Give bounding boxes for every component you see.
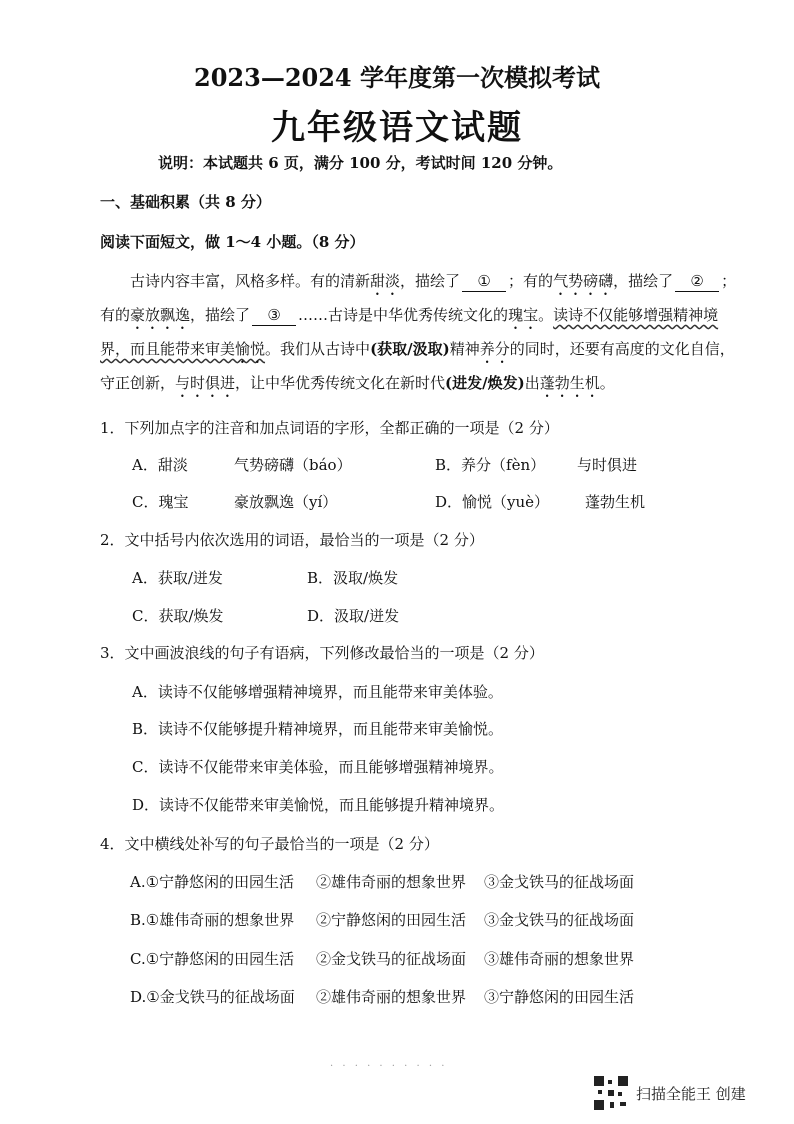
text: 有的 — [100, 306, 131, 324]
exam-note: 说明：本试题共 6 页，满分 100 分，考试时间 120 分钟。 — [158, 154, 563, 172]
text: ；有的 — [508, 272, 554, 290]
q1-option-d-detail: 蓬勃生机 — [585, 493, 646, 511]
text: 精神 — [449, 340, 480, 358]
exam-title: 2023—2024 学年度第一次模拟考试 — [194, 63, 600, 92]
question-2-stem: 2．文中括号内依次选用的词语，最恰当的一项是（2 分） — [100, 531, 484, 549]
q4-option-d-3: ③宁静悠闲的田园生活 — [484, 988, 635, 1006]
text: 守正创新， — [100, 374, 176, 392]
q4-option-a-1: A.①宁静悠闲的田园生活 — [130, 873, 295, 891]
q1-option-a-detail: 气势磅礴（báo） — [234, 456, 352, 474]
text: ……古诗是中华优秀传统文化的 — [298, 306, 509, 324]
q4-option-a-2: ②雄伟奇丽的想象世界 — [316, 873, 467, 891]
q1-option-b: B．养分（fèn） — [435, 456, 546, 474]
passage-line-2 — [100, 298, 750, 332]
q3-option-b: B．读诗不仅能够提升精神境界，而且能带来审美愉悦。 — [132, 720, 504, 738]
q1-option-c-detail: 豪放飘逸（yí） — [234, 493, 338, 511]
dotted-word: 甜淡 — [370, 272, 401, 290]
blank-1: ① — [462, 271, 506, 292]
q4-option-b-2: ②宁静悠闲的田园生活 — [316, 911, 467, 929]
text: ，描绘了 — [400, 272, 461, 290]
page-footer-dots: . . . . . . . . . . — [330, 1058, 448, 1069]
dotted-word: 蓬勃生机 — [539, 374, 600, 392]
dotted-word: 瑰宝 — [508, 306, 539, 324]
q4-option-c-2: ②金戈铁马的征战场面 — [316, 950, 467, 968]
text: ； — [721, 272, 737, 290]
qr-code-icon — [594, 1076, 628, 1110]
watermark-text: 扫描全能王 创建 — [636, 1084, 746, 1103]
text: 出 — [524, 374, 540, 392]
text: ，让中华优秀传统文化在新时代 — [235, 374, 446, 392]
question-3-stem: 3．文中画波浪线的句子有语病，下列修改最恰当的一项是（2 分） — [100, 644, 544, 662]
q3-option-d: D．读诗不仅能带来审美愉悦，而且能够提升精神境界。 — [132, 796, 505, 814]
q2-option-c: C．获取/焕发 — [132, 607, 224, 625]
text: 的同时，还要有高度的文化自信， — [509, 340, 735, 358]
scanner-watermark — [594, 1076, 746, 1110]
q2-option-d: D．汲取/迸发 — [307, 607, 400, 625]
q2-option-a: A．获取/迸发 — [132, 569, 223, 587]
dotted-word: 与时俱进 — [175, 374, 236, 392]
dotted-word: 豪放飘逸 — [130, 306, 191, 324]
text: 古诗内容丰富，风格多样。有的清新 — [130, 272, 371, 290]
text: ，描绘了 — [190, 306, 251, 324]
q1-option-c: C．瑰宝 — [132, 493, 189, 511]
text: 我们从古诗中 — [280, 340, 371, 358]
question-1-stem: 1．下列加点字的注音和加点词语的字形，全都正确的一项是（2 分） — [100, 419, 559, 437]
q1-option-d: D．愉悦（yuè） — [435, 493, 550, 511]
q4-option-c-1: C.①宁静悠闲的田园生活 — [130, 950, 295, 968]
dotted-word: 气势磅礴 — [553, 272, 614, 290]
q1-option-a: A．甜淡 — [132, 456, 188, 474]
exam-subtitle: 九年级语文试题 — [271, 108, 523, 148]
wavy-sentence: 界，而且能带来审美 — [100, 340, 236, 358]
q4-option-d-2: ②雄伟奇丽的想象世界 — [316, 988, 467, 1006]
dotted-word: 养分 — [479, 340, 510, 358]
text: 。 — [538, 306, 554, 324]
text: 。 — [265, 340, 281, 358]
q4-option-a-3: ③金戈铁马的征战场面 — [484, 873, 635, 891]
q1-option-b-detail: 与时俱进 — [577, 456, 638, 474]
reading-passage — [100, 264, 750, 400]
wavy-sentence: 读诗不仅能够增强精神境 — [553, 306, 719, 324]
q4-option-c-3: ③雄伟奇丽的想象世界 — [484, 950, 635, 968]
passage-line-3 — [100, 332, 750, 366]
word-choice-1: (获取/汲取) — [370, 340, 450, 358]
text: 。 — [599, 374, 615, 392]
q3-option-a: A．读诗不仅能够增强精神境界，而且能带来审美体验。 — [132, 683, 503, 701]
passage-line-1 — [100, 264, 750, 298]
q4-option-b-1: B.①雄伟奇丽的想象世界 — [130, 911, 295, 929]
q4-option-b-3: ③金戈铁马的征战场面 — [484, 911, 635, 929]
q3-option-c: C．读诗不仅能带来审美体验，而且能够增强精神境界。 — [132, 758, 504, 776]
text: ，描绘了 — [613, 272, 674, 290]
dotted-word: 愉悦 — [235, 340, 266, 358]
blank-3: ③ — [252, 305, 296, 326]
question-4-stem: 4．文中横线处补写的句子最恰当的一项是（2 分） — [100, 835, 439, 853]
section-instruction: 阅读下面短文，做 1～4 小题。（8 分） — [100, 233, 365, 251]
word-choice-2: (进发/焕发) — [445, 374, 525, 392]
passage-line-4 — [100, 366, 750, 400]
q4-option-d-1: D.①金戈铁马的征战场面 — [130, 988, 295, 1006]
q2-option-b: B．汲取/焕发 — [307, 569, 399, 587]
section-heading: 一、基础积累（共 8 分） — [100, 193, 271, 211]
blank-2: ② — [675, 271, 719, 292]
